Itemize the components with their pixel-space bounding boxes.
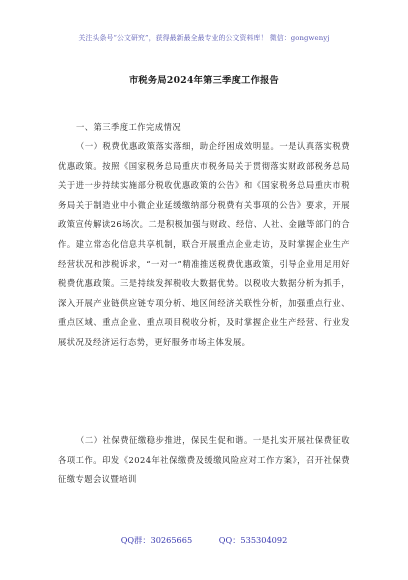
paragraph: （一）税费优惠政策落实落细，助企纾困成效明显。一是认真落实税费优惠政策。按照《国家税务总局重庆市税务局关于贯彻落实财政部税务总局关于进一步持续实施部分税收优惠政策的公告》和《国家税务总局重庆市税务局关于制造业中小微企业延缓缴纳部分税费有关事项的公告》要求，开展政策宣传解读26场次。二是积极加强与财政、经信、人社、金融等部门的合作。建立常态化信息共享机制，联合开展重点企业走访，及时掌握企业生产经营状况和涉税诉求，“一对一”精准推送税费优惠政策，引导企业用足用好税费优惠政策。三是持续发挥税收大数据优势。以税收大数据分析为抓手，深入开展产业链供应链专项分析、地区间经济关联性分析，加强重点行业、重点区域、重点企业、重点项目税收分析，及时掌握企业生产经营、行业发展状况及经济运行态势，更好服务市场主体发展。 [58,141,350,347]
footer-qq-group: QQ群：30265665 [120,535,193,545]
section-heading: 一、第三季度工作完成情况 [76,122,181,132]
footer-contact [0,535,408,546]
header-banner: 关注头条号“公文研究”，获得最新最全最专业的公文资料库！ 微信：gongwenyj [78,34,330,42]
paragraph: （二）社保费征缴稳步推进，保民生促和谐。一是扎实开展社保费征收各项工作。印发《2024年社保缴费及缓缴风险应对工作方案》，召开社保费征缴专题会议暨培训 [58,435,350,485]
document-title: 市税务局2024年第三季度工作报告 [128,75,280,86]
footer-qq-number: QQ：535304092 [218,535,288,545]
